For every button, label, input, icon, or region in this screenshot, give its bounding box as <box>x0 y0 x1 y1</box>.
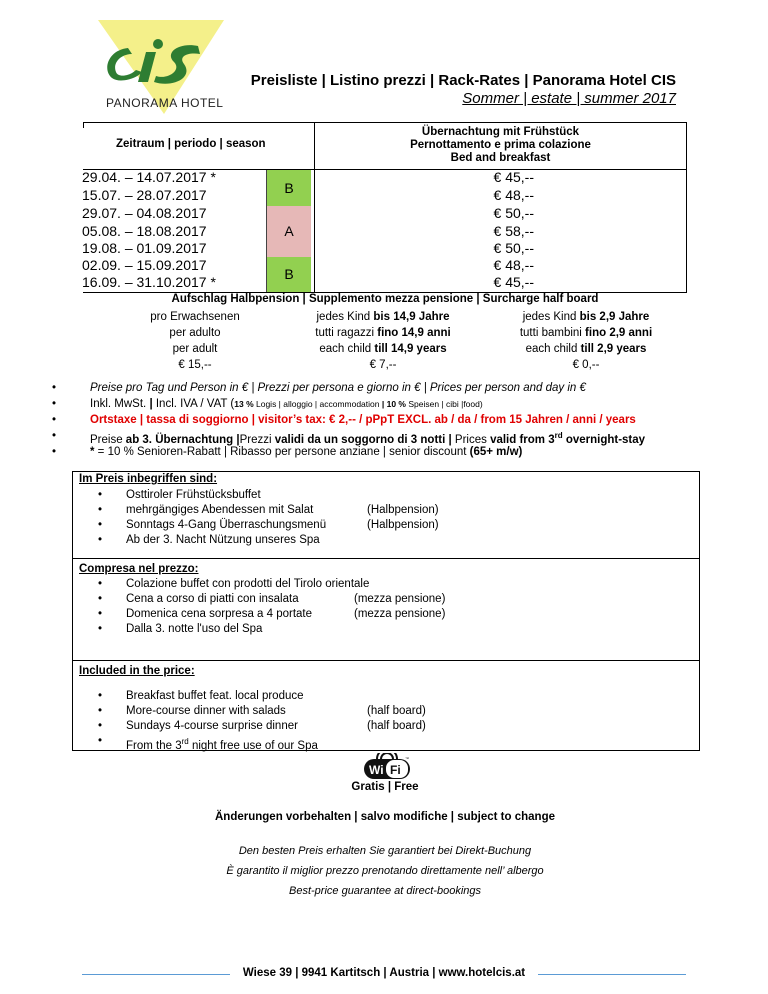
list-item <box>73 592 673 607</box>
included-title-en: Included in the price: <box>79 665 195 677</box>
halfboard-text: jedes Kind <box>522 311 580 323</box>
included-note: (mezza pensione) <box>354 608 446 620</box>
note-text: Inkl. MwSt. <box>90 398 150 410</box>
bullet-icon: • <box>52 382 57 394</box>
note-text: Ortstaxe | tassa di soggiorno | visitor’s tax: € 2,-- / pPpT EXCL. ab / da / from 15 Jahren / anni / years <box>90 414 636 426</box>
note-text: Prezzi <box>239 433 275 446</box>
note-text: Speisen | cibi |food) <box>405 399 483 409</box>
bullet-icon: • <box>98 705 103 717</box>
period-cell: 29.07. – 04.08.2017 <box>82 205 207 221</box>
breakfast-header <box>315 126 686 165</box>
list-item <box>73 533 673 548</box>
price-cell: € 48,-- <box>493 257 534 273</box>
halfboard-text: pro Erwachsenen <box>150 311 240 323</box>
bullet-icon: • <box>98 504 103 516</box>
list-item <box>73 577 673 592</box>
breakfast-header-en: Bed and breakfast <box>450 152 551 164</box>
included-item: Sonntags 4-Gang Überraschungsmenü <box>126 519 327 531</box>
included-box-it <box>72 558 700 661</box>
list-item <box>73 622 673 637</box>
included-item: mehrgängiges Abendessen mit Salat <box>126 504 314 516</box>
included-title-it: Compresa nel prezzo: <box>79 563 199 575</box>
list-item <box>50 396 730 412</box>
guarantee-it: È garantito il miglior prezzo prenotando direttamente nell’ albergo <box>226 865 544 877</box>
price-cell: € 45,-- <box>493 274 534 290</box>
note-text: | 10 % <box>381 399 406 409</box>
price-cell: € 50,-- <box>493 205 534 221</box>
bullet-icon: • <box>98 608 103 620</box>
wifi-label: Gratis | Free <box>351 781 419 793</box>
list-item <box>73 719 673 734</box>
bullet-icon: • <box>98 578 103 590</box>
list-item <box>50 380 730 396</box>
wifi-logo-tm: ™ <box>405 756 409 761</box>
halfboard-adult <box>95 309 295 373</box>
included-list-en <box>73 689 673 752</box>
period-cell: 05.08. – 18.08.2017 <box>82 223 207 239</box>
footer-address: Wiese 39 | 9941 Kartitsch | Austria | www.hotelcis.at <box>242 967 526 979</box>
halfboard-text: till 2,9 years <box>580 343 647 355</box>
changes-notice: Änderungen vorbehalten | salvo modifiche | subject to change <box>215 811 555 823</box>
season-badge: A <box>266 206 311 257</box>
halfboard-text: bis 2,9 Jahre <box>579 311 650 323</box>
bullet-icon: • <box>98 519 103 531</box>
halfboard-text: till 14,9 years <box>374 343 447 355</box>
included-item: Breakfast buffet feat. local produce <box>126 690 304 702</box>
note-text: Incl. IVA / VAT ( <box>155 398 235 410</box>
halfboard-text: per adulto <box>169 327 221 339</box>
included-item-part: night free use of our Spa <box>191 739 318 752</box>
included-item-part: From the 3 <box>126 739 182 752</box>
bullet-icon: • <box>52 430 57 442</box>
included-note: (Halbpension) <box>367 504 439 516</box>
halfboard-text: fino 2,9 anni <box>585 327 653 339</box>
included-item: Dalla 3. notte l'uso del Spa <box>126 623 263 635</box>
season-badge: B <box>266 170 311 206</box>
period-cell: 29.04. – 14.07.2017 * <box>82 169 216 185</box>
wifi-icon <box>363 753 411 781</box>
guarantee-en: Best-price guarantee at direct-bookings <box>289 885 481 897</box>
included-list-de <box>73 488 673 548</box>
halfboard-child-14 <box>283 309 483 373</box>
included-note: (mezza pensione) <box>354 593 446 605</box>
table-border <box>83 122 687 123</box>
bullet-icon: • <box>52 446 57 458</box>
bullet-icon: • <box>98 534 103 546</box>
halfboard-price: € 7,-- <box>369 359 397 371</box>
included-item: Sundays 4-course surprise dinner <box>126 720 298 732</box>
included-item: Ab der 3. Nacht Nützung unseres Spa <box>126 534 320 546</box>
included-box-de <box>72 471 700 559</box>
bullet-icon: • <box>98 720 103 732</box>
note-text: Prices <box>451 433 491 446</box>
wifi-logo-wi: Wi <box>369 763 384 777</box>
halfboard-text: tutti bambini <box>519 327 586 339</box>
notes-list <box>50 380 730 460</box>
list-item <box>73 503 673 518</box>
halfboard-text: jedes Kind <box>316 311 374 323</box>
note-text: Logis | alloggio | accommodation <box>253 399 382 409</box>
halfboard-text: per adult <box>172 343 218 355</box>
price-cell: € 58,-- <box>493 223 534 239</box>
bullet-icon: • <box>98 593 103 605</box>
list-item <box>73 488 673 503</box>
note-text: ab 3. Übernachtung | <box>125 433 240 446</box>
list-item <box>50 428 730 444</box>
page-subtitle: Sommer | estate | summer 2017 <box>462 90 676 107</box>
included-box-en <box>72 660 700 751</box>
included-list-it <box>73 577 673 637</box>
logo-text: PANORAMA HOTEL <box>106 96 224 110</box>
included-item: Domenica cena sorpresa a 4 portate <box>126 608 313 620</box>
period-cell: 02.09. – 15.09.2017 <box>82 257 207 273</box>
table-border <box>83 122 84 128</box>
halfboard-text: fino 14,9 anni <box>377 327 451 339</box>
period-cell: 16.09. – 31.10.2017 * <box>82 274 216 290</box>
included-item: More-course dinner with salads <box>126 705 286 717</box>
note-text: Preise <box>90 433 126 446</box>
note-text: | <box>149 398 156 410</box>
price-cell: € 48,-- <box>493 187 534 203</box>
price-cell: € 50,-- <box>493 240 534 256</box>
note-text: valid from 3 <box>490 433 555 446</box>
included-note: (Halbpension) <box>367 519 439 531</box>
breakfast-header-it: Pernottamento e prima colazione <box>410 139 591 151</box>
bullet-icon: • <box>98 735 103 747</box>
bullet-icon: • <box>52 414 57 426</box>
note-text: overnight-stay <box>562 433 646 446</box>
included-note: (half board) <box>367 720 426 732</box>
included-item: Cena a corso di piatti con insalata <box>126 593 299 605</box>
period-cell: 19.08. – 01.09.2017 <box>82 240 207 256</box>
list-item <box>73 689 673 704</box>
page-title: Preisliste | Listino prezzi | Rack-Rates | Panorama Hotel CIS <box>250 72 676 89</box>
included-item <box>126 734 318 754</box>
list-item <box>50 444 730 460</box>
table-border <box>686 122 687 292</box>
note-text: validi da un soggorno di 3 notti | <box>274 433 452 446</box>
included-item-part: rd <box>181 737 189 746</box>
note-text: * <box>90 446 95 458</box>
period-header: Zeitraum | periodo | season <box>116 138 266 150</box>
halfboard-text: each child <box>525 343 581 355</box>
included-item: Colazione buffet con prodotti del Tirolo orientale <box>126 578 370 590</box>
note-text: (65+ m/w) <box>469 446 523 458</box>
season-badge: B <box>266 257 311 292</box>
note-text: rd <box>554 431 563 440</box>
guarantee-de: Den besten Preis erhalten Sie garantiert bei Direkt-Buchung <box>238 845 532 857</box>
note-text: Preise pro Tag und Person in € | Prezzi per persona e giorno in € | Prices per person and day in € <box>90 382 586 394</box>
price-cell: € 45,-- <box>493 169 534 185</box>
wifi-logo-fi: Fi <box>390 763 401 777</box>
halfboard-price: € 0,-- <box>572 359 600 371</box>
breakfast-header-de: Übernachtung mit Frühstück <box>421 126 580 138</box>
halfboard-price: € 15,-- <box>178 359 212 371</box>
halfboard-text: tutti ragazzi <box>315 327 378 339</box>
list-item <box>73 734 673 752</box>
included-title-de: Im Preis inbegriffen sind: <box>79 473 218 485</box>
bullet-icon: • <box>98 623 103 635</box>
halfboard-title: Aufschlag Halbpension | Supplemento mezza pensione | Surcharge half board <box>171 293 599 305</box>
included-item: Osttiroler Frühstücksbuffet <box>126 489 261 501</box>
halfboard-text: bis 14,9 Jahre <box>373 311 450 323</box>
list-item <box>73 518 673 533</box>
list-item <box>73 704 673 719</box>
note-text: = 10 % Senioren-Rabatt | Ribasso per persone anziane | senior discount <box>94 446 470 458</box>
bullet-icon: • <box>52 398 57 410</box>
bullet-icon: • <box>98 690 103 702</box>
bullet-icon: • <box>98 489 103 501</box>
note-text: 13 % <box>234 399 254 409</box>
halfboard-text: each child <box>319 343 375 355</box>
included-note: (half board) <box>367 705 426 717</box>
list-item <box>50 412 730 428</box>
halfboard-child-2 <box>486 309 686 373</box>
period-cell: 15.07. – 28.07.2017 <box>82 187 207 203</box>
list-item <box>73 607 673 622</box>
